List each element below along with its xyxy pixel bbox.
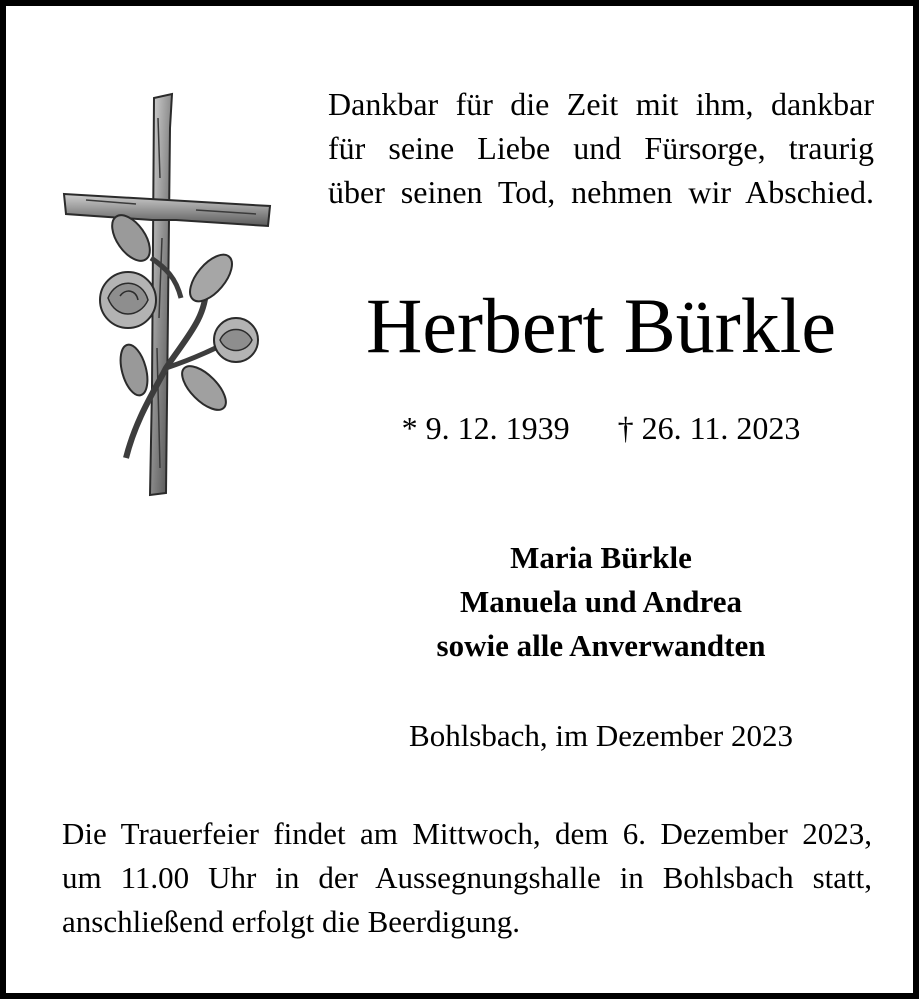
cross-with-roses-icon xyxy=(56,88,286,500)
ceremony-line: Die Trauerfeier findet am Mittwoch, dem 6. Dezember 2023, xyxy=(62,816,872,851)
ceremony-info xyxy=(62,812,872,944)
mourner-line: Maria Bürkle xyxy=(510,540,692,575)
deceased-name: Herbert Bürkle xyxy=(366,282,836,369)
place-and-date: Bohlsbach, im Dezember 2023 xyxy=(409,718,793,753)
mourner-line: Manuela und Andrea xyxy=(460,584,742,619)
life-dates xyxy=(328,408,874,448)
ceremony-line: um 11.00 Uhr in der Aussegnungshalle in Bohlsbach statt, xyxy=(62,860,872,895)
ceremony-line: anschließend erfolgt die Beerdigung. xyxy=(62,904,520,939)
intro-line: für seine Liebe und Fürsorge, traurig xyxy=(328,130,874,166)
mourner-line: sowie alle Anverwandten xyxy=(436,628,766,663)
intro-line: Dankbar für die Zeit mit ihm, dankbar xyxy=(328,86,874,122)
mourners-list xyxy=(328,536,874,668)
death-date: † 26. 11. 2023 xyxy=(617,410,801,446)
intro-text xyxy=(328,82,874,214)
intro-line: über seinen Tod, nehmen wir Abschied. xyxy=(328,174,874,210)
birth-date: * 9. 12. 1939 xyxy=(401,410,570,446)
